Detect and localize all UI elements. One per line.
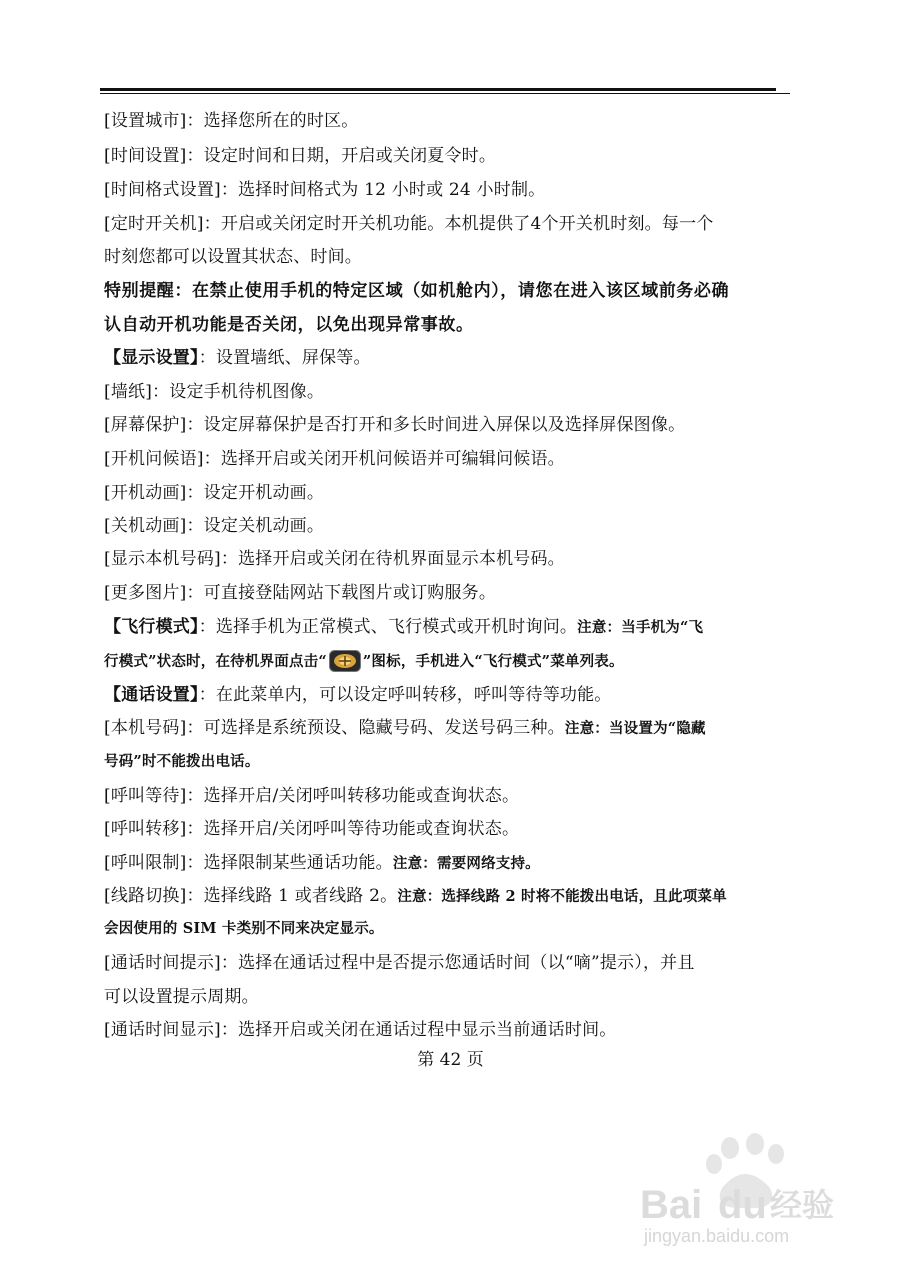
text-line: 时刻您都可以设置其状态、时间。 <box>104 247 362 267</box>
page-number: 第 42 页 <box>417 1050 484 1070</box>
text-line: 可以设置提示周期。 <box>104 987 259 1007</box>
text-line: [设置城市]：选择您所在的时区。 <box>104 111 359 131</box>
text-line <box>104 717 706 740</box>
note-text: 注意：当设置为“隐藏 <box>564 720 706 737</box>
note-text: 注意：选择线路 2 时将不能拨出电话，且此项菜单 <box>397 888 727 905</box>
warning-line: 特别提醒：在禁止使用手机的特定区域（如机舱内），请您在进入该区域前务必确 <box>104 281 730 301</box>
text-line: [墙纸]：设定手机待机图像。 <box>104 382 325 402</box>
section-heading: 【通话设置】 <box>104 685 199 705</box>
note-text: ”图标，手机进入“飞行模式”菜单列表。 <box>362 653 624 670</box>
text-line <box>104 684 612 706</box>
note-line: 号码”时不能拨出电话。 <box>104 753 260 770</box>
item-text: [本机号码]：可选择是系统预设、隐藏号码、发送号码三种。 <box>104 718 565 738</box>
note-line: 会因使用的 SIM 卡类别不同来决定显示。 <box>104 920 384 937</box>
note-line <box>104 650 624 673</box>
warning-line: 认自动开机功能是否关闭，以免出现异常事故。 <box>104 315 474 335</box>
text-line: [开机问候语]：选择开启或关闭开机问候语并可编辑问候语。 <box>104 449 565 469</box>
text-line: [显示本机号码]：选择开启或关闭在待机界面显示本机号码。 <box>104 549 565 569</box>
header-rule-thin <box>100 93 790 94</box>
header-rule <box>100 88 776 91</box>
text-line: [呼叫转移]：选择开启/关闭呼叫等待功能或查询状态。 <box>104 819 520 839</box>
text-line: [时间格式设置]：选择时间格式为 12 小时或 24 小时制。 <box>104 180 546 200</box>
text-line: [时间设置]：设定时间和日期，开启或关闭夏令时。 <box>104 146 497 166</box>
section-desc: ：选择手机为正常模式、飞行模式或开机时询问。 <box>198 617 578 637</box>
text-line: [通话时间显示]：选择开启或关闭在通话过程中显示当前通话时间。 <box>104 1020 617 1040</box>
text-line <box>104 852 540 875</box>
text-line: [呼叫等待]：选择开启/关闭呼叫转移功能或查询状态。 <box>104 786 520 806</box>
note-text: 注意：需要网络支持。 <box>392 855 540 872</box>
note-text: 注意：当手机为“飞 <box>577 619 704 636</box>
text-line: [开机动画]：设定开机动画。 <box>104 483 325 503</box>
section-heading: 【显示设置】 <box>104 348 199 368</box>
svg-text:经验: 经验 <box>770 1186 835 1224</box>
text-line <box>104 885 727 908</box>
svg-text:Bai: Bai <box>640 1183 703 1227</box>
text-line: [通话时间提示]：选择在通话过程中是否提示您通话时间（以“嘀”提示），并且 <box>104 953 695 973</box>
text-line: [定时开关机]：开启或关闭定时开关机功能。本机提供了4个开关机时刻。每一个 <box>104 214 714 234</box>
text-line <box>104 616 703 639</box>
text-line: [关机动画]：设定关机动画。 <box>104 516 325 536</box>
section-desc: ：设置墙纸、屏保等。 <box>198 348 371 368</box>
flight-mode-icon <box>329 650 361 672</box>
section-heading: 【飞行模式】 <box>104 617 199 637</box>
section-desc: ：在此菜单内，可以设定呼叫转移，呼叫等待等功能。 <box>198 685 612 705</box>
svg-text:du: du <box>718 1183 767 1227</box>
item-text: [线路切换]：选择线路 1 或者线路 2。 <box>104 886 398 906</box>
note-text: 行模式”状态时，在待机界面点击“ <box>104 653 327 670</box>
text-line: [屏幕保护]：设定屏幕保护是否打开和多长时间进入屏保以及选择屏保图像。 <box>104 415 686 435</box>
text-line <box>104 347 371 369</box>
baidu-watermark <box>630 1130 860 1250</box>
baidu-paw-icon <box>630 1130 860 1250</box>
svg-text:jingyan.baidu.com: jingyan.baidu.com <box>644 1226 790 1246</box>
item-text: [呼叫限制]：选择限制某些通话功能。 <box>104 853 393 873</box>
text-line: [更多图片]：可直接登陆网站下载图片或订购服务。 <box>104 583 497 603</box>
